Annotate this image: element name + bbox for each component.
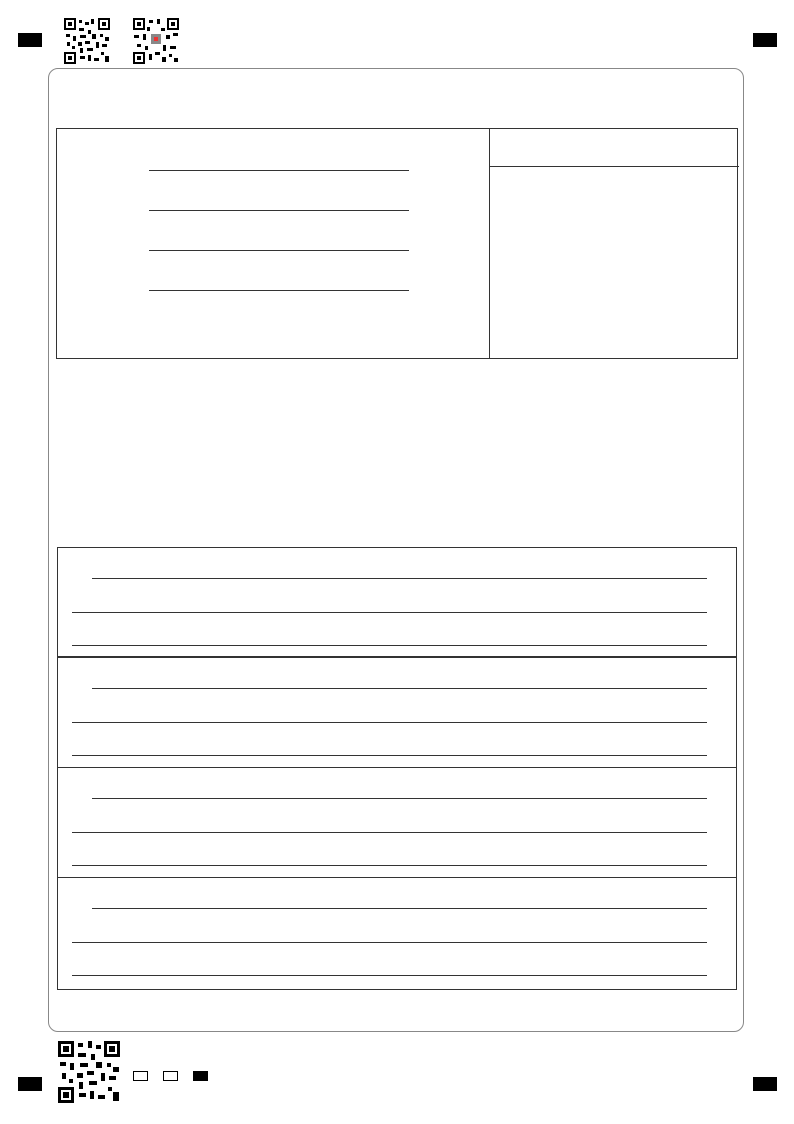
answer-line [72,942,707,943]
student-info-box [56,128,738,359]
qr-code-footer [58,1041,120,1103]
answer-line [72,865,707,866]
answer-line [72,975,707,976]
corner-mark-top-left [18,33,42,47]
page-mark-filled [193,1071,208,1081]
exam-id-title [490,129,739,167]
name-field[interactable] [149,170,409,171]
answer-line [92,688,707,689]
answer-line [92,578,707,579]
answer-line [72,612,707,613]
answer-line [72,755,707,756]
page-mark-empty-1 [133,1071,148,1081]
answer-box-14-1[interactable] [57,877,737,990]
page-mark-empty-2 [163,1071,178,1081]
seat-field[interactable] [149,290,409,291]
answer-line [72,722,707,723]
answer-line [92,908,707,909]
corner-mark-bottom-left [18,1077,42,1091]
corner-mark-bottom-right [753,1077,777,1091]
answer-line [72,832,707,833]
class-field[interactable] [149,250,409,251]
answer-line [72,645,707,646]
answer-box-13-3[interactable] [57,767,737,878]
qr-code-app [64,18,110,64]
corner-mark-top-right [753,33,777,47]
qr-code-follow [133,18,179,64]
answer-box-13-1[interactable] [57,547,737,657]
school-field[interactable] [149,210,409,211]
exam-id-panel [489,129,739,358]
answer-box-13-2[interactable] [57,657,737,768]
answer-line [92,798,707,799]
